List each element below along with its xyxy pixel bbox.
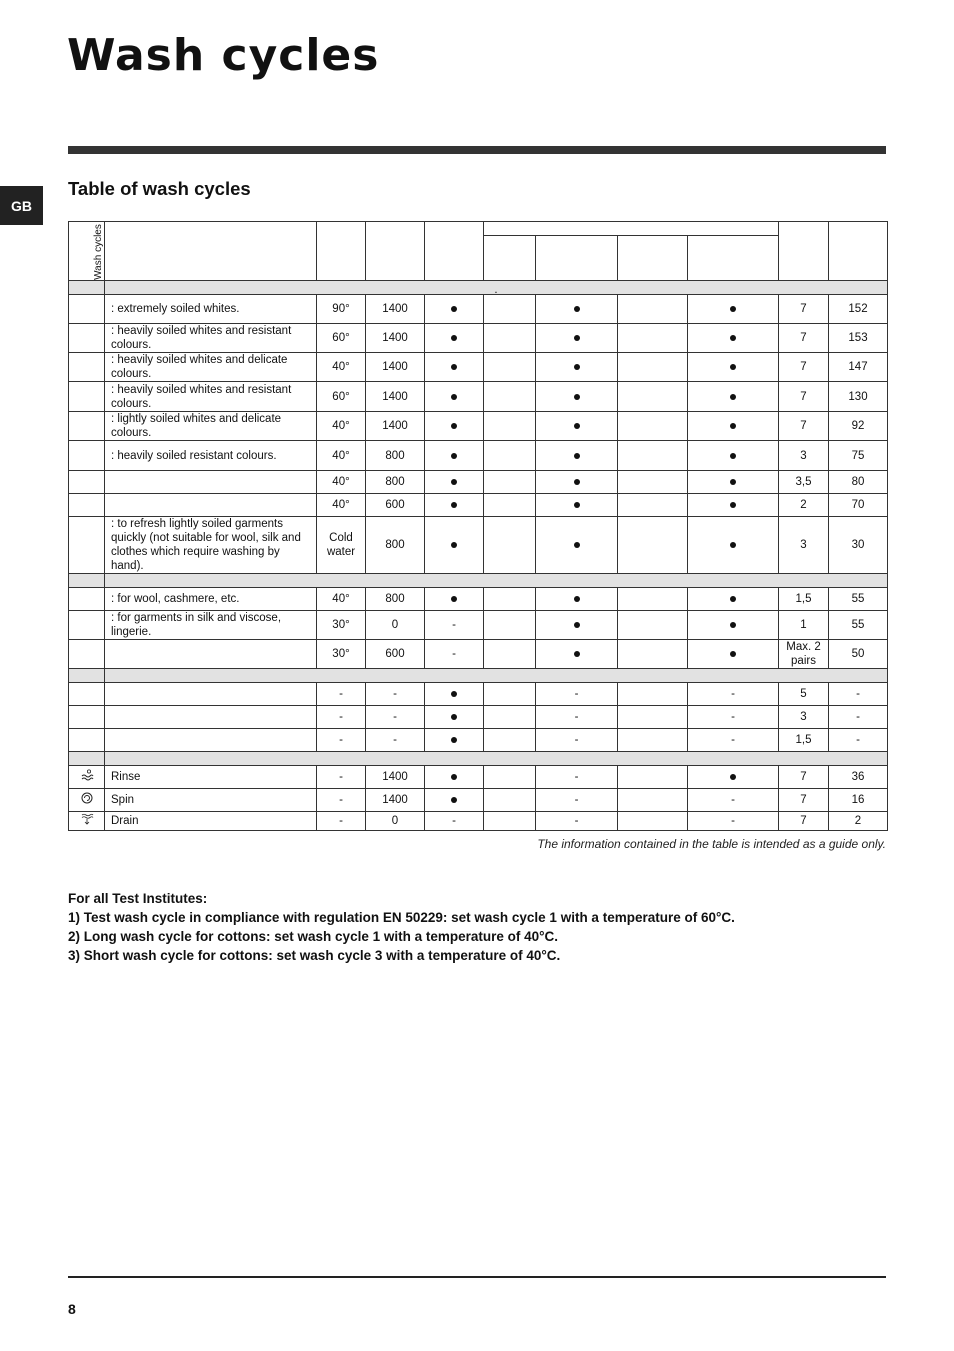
guide-note: The information contained in the table is intended as a guide only.	[537, 837, 886, 851]
cell-c4	[618, 471, 688, 494]
cell-spin: 0	[366, 812, 425, 831]
cell-load: 7	[779, 295, 829, 324]
header-wash-cycles	[69, 222, 105, 281]
cell-temp: 40°	[317, 588, 366, 611]
bullet-icon	[574, 622, 580, 628]
cell-c4	[618, 766, 688, 789]
dot-mark	[536, 353, 618, 382]
cycle-number-cell	[69, 683, 105, 706]
header-cell	[829, 222, 888, 281]
cycle-description: : heavily soiled whites and delicate colours.	[105, 353, 317, 382]
cell-spin: -	[366, 683, 425, 706]
cell-time: 55	[829, 588, 888, 611]
cell-spin: 1400	[366, 295, 425, 324]
cell-c5: -	[688, 706, 779, 729]
dot-mark	[425, 494, 484, 517]
cycle-description	[105, 471, 317, 494]
bullet-icon	[451, 774, 457, 780]
footer-divider	[68, 1276, 886, 1278]
cell-temp: 60°	[317, 382, 366, 412]
cell-time: 152	[829, 295, 888, 324]
cycle-number-cell	[69, 611, 105, 640]
dot-mark	[425, 471, 484, 494]
cell-spin: -	[366, 706, 425, 729]
cell-c4	[618, 441, 688, 471]
table-header-top	[69, 222, 888, 236]
cell-temp: 40°	[317, 412, 366, 441]
dot-mark	[536, 295, 618, 324]
cell-time: -	[829, 706, 888, 729]
cycle-description: : heavily soiled whites and resistant colours.	[105, 324, 317, 353]
cell-c1: -	[425, 812, 484, 831]
cell-time: 55	[829, 611, 888, 640]
cell-c4	[618, 812, 688, 831]
cycle-number-cell	[69, 588, 105, 611]
bullet-icon	[730, 596, 736, 602]
bullet-icon	[730, 394, 736, 400]
section-header-row	[69, 752, 888, 766]
table-row	[69, 640, 888, 669]
header-group-cell	[484, 222, 779, 236]
header-wash-cycles-label: Wash cycles	[92, 223, 104, 280]
cell-time: 16	[829, 789, 888, 812]
cycle-number-cell	[69, 729, 105, 752]
dot-mark	[425, 382, 484, 412]
cycle-description: : for wool, cashmere, etc.	[105, 588, 317, 611]
cell-c4	[618, 611, 688, 640]
header-sub-cell	[484, 236, 536, 281]
cell-c2	[484, 611, 536, 640]
table-row	[69, 353, 888, 382]
cell-c3: -	[536, 729, 618, 752]
bullet-icon	[574, 651, 580, 657]
cell-c2	[484, 295, 536, 324]
cell-time: 70	[829, 494, 888, 517]
header-sub-cell	[536, 236, 618, 281]
cell-spin: 1400	[366, 324, 425, 353]
drain-icon	[69, 812, 105, 831]
dot-mark	[688, 494, 779, 517]
bullet-icon	[730, 542, 736, 548]
cycle-number-cell	[69, 295, 105, 324]
cell-c4	[618, 706, 688, 729]
spin-icon	[69, 789, 105, 812]
dot-mark	[536, 640, 618, 669]
cycle-description: : for garments in silk and viscose, lingerie.	[105, 611, 317, 640]
bullet-icon	[451, 596, 457, 602]
cell-time: 36	[829, 766, 888, 789]
section-header-cell	[69, 281, 105, 295]
test-institutes-heading: For all Test Institutes:	[68, 891, 208, 906]
cell-spin: 800	[366, 517, 425, 574]
dot-mark	[688, 471, 779, 494]
table-row	[69, 706, 888, 729]
cell-load: 3	[779, 441, 829, 471]
cell-c5: -	[688, 812, 779, 831]
table-row	[69, 766, 888, 789]
dot-mark	[536, 494, 618, 517]
bullet-icon	[730, 622, 736, 628]
cycle-description: : heavily soiled resistant colours.	[105, 441, 317, 471]
table-row	[69, 382, 888, 412]
cell-c2	[484, 324, 536, 353]
bullet-icon	[574, 542, 580, 548]
cell-c2	[484, 382, 536, 412]
cycle-description	[105, 729, 317, 752]
cell-load: 3	[779, 517, 829, 574]
bullet-icon	[451, 502, 457, 508]
cell-temp: -	[317, 683, 366, 706]
cell-load: 7	[779, 382, 829, 412]
section-label	[105, 669, 888, 683]
page-number: 8	[68, 1301, 76, 1317]
bullet-icon	[730, 479, 736, 485]
section-header-cell	[69, 574, 105, 588]
section-header-cell	[69, 669, 105, 683]
bullet-icon	[574, 596, 580, 602]
bullet-icon	[730, 502, 736, 508]
dot-mark	[536, 382, 618, 412]
bullet-icon	[451, 364, 457, 370]
section-label	[105, 752, 888, 766]
dot-mark	[688, 766, 779, 789]
dot-mark	[688, 640, 779, 669]
dot-mark	[425, 766, 484, 789]
bullet-icon	[730, 306, 736, 312]
cell-temp: Cold water	[317, 517, 366, 574]
cell-c3: -	[536, 766, 618, 789]
cycle-number-cell	[69, 324, 105, 353]
dot-mark	[688, 295, 779, 324]
dot-mark	[425, 683, 484, 706]
cycle-description: Drain	[105, 812, 317, 831]
cell-temp: -	[317, 729, 366, 752]
dot-mark	[536, 611, 618, 640]
header-cell	[317, 222, 366, 281]
bullet-icon	[451, 797, 457, 803]
cell-c5: -	[688, 683, 779, 706]
cell-c5: -	[688, 789, 779, 812]
dot-mark	[536, 412, 618, 441]
cell-temp: 30°	[317, 640, 366, 669]
dot-mark	[425, 706, 484, 729]
table-title: Table of wash cycles	[68, 178, 251, 199]
title-divider	[68, 146, 886, 154]
dot-mark	[425, 588, 484, 611]
cell-temp: 40°	[317, 353, 366, 382]
cycle-description: : heavily soiled whites and resistant colours.	[105, 382, 317, 412]
bullet-icon	[574, 479, 580, 485]
section-header-cell	[69, 752, 105, 766]
dot-mark	[425, 789, 484, 812]
table-row	[69, 517, 888, 574]
cell-c3: -	[536, 683, 618, 706]
bullet-icon	[574, 335, 580, 341]
dot-mark	[688, 611, 779, 640]
bullet-icon	[574, 306, 580, 312]
cell-c2	[484, 706, 536, 729]
cycle-number-cell	[69, 471, 105, 494]
header-sub-cell	[688, 236, 779, 281]
dot-mark	[425, 517, 484, 574]
dot-mark	[688, 382, 779, 412]
cell-c2	[484, 766, 536, 789]
dot-mark	[688, 517, 779, 574]
bullet-icon	[730, 423, 736, 429]
cell-c3: -	[536, 789, 618, 812]
language-tab: GB	[0, 186, 43, 225]
cell-c3: -	[536, 812, 618, 831]
cell-load: 1,5	[779, 729, 829, 752]
cell-load: 1	[779, 611, 829, 640]
dot-mark	[536, 471, 618, 494]
dot-mark	[536, 517, 618, 574]
cell-spin: 800	[366, 441, 425, 471]
cycle-description: : lightly soiled whites and delicate colours.	[105, 412, 317, 441]
cell-c2	[484, 471, 536, 494]
cell-spin: -	[366, 729, 425, 752]
cycle-number-cell	[69, 517, 105, 574]
cell-c2	[484, 729, 536, 752]
cell-load: Max. 2 pairs	[779, 640, 829, 669]
dot-mark	[688, 412, 779, 441]
cell-load: 7	[779, 353, 829, 382]
cell-c4	[618, 683, 688, 706]
cell-c5: -	[688, 729, 779, 752]
cell-time: -	[829, 729, 888, 752]
dot-mark	[425, 353, 484, 382]
cycle-description	[105, 640, 317, 669]
header-cell	[779, 222, 829, 281]
cell-c2	[484, 683, 536, 706]
cell-load: 7	[779, 766, 829, 789]
bullet-icon	[730, 364, 736, 370]
cell-c4	[618, 729, 688, 752]
cycle-number-cell	[69, 640, 105, 669]
dot-mark	[688, 324, 779, 353]
cycle-number-cell	[69, 494, 105, 517]
cell-c4	[618, 295, 688, 324]
table-row	[69, 611, 888, 640]
dot-mark	[425, 324, 484, 353]
cycle-description: Rinse	[105, 766, 317, 789]
cell-load: 7	[779, 412, 829, 441]
cell-temp: -	[317, 766, 366, 789]
dot-mark	[425, 412, 484, 441]
table-row	[69, 729, 888, 752]
cell-c2	[484, 441, 536, 471]
bullet-icon	[730, 651, 736, 657]
cell-c2	[484, 789, 536, 812]
table-row	[69, 295, 888, 324]
dot-mark	[536, 441, 618, 471]
cell-c4	[618, 382, 688, 412]
bullet-icon	[451, 737, 457, 743]
header-cell	[105, 222, 317, 281]
cell-time: 80	[829, 471, 888, 494]
cycle-number-cell	[69, 441, 105, 471]
dot-mark	[536, 588, 618, 611]
cell-load: 7	[779, 789, 829, 812]
cell-spin: 800	[366, 588, 425, 611]
dot-mark	[425, 295, 484, 324]
cycle-description	[105, 706, 317, 729]
cell-c4	[618, 324, 688, 353]
cell-c3: -	[536, 706, 618, 729]
cell-load: 1,5	[779, 588, 829, 611]
cell-c2	[484, 588, 536, 611]
cell-temp: 60°	[317, 324, 366, 353]
cell-load: 5	[779, 683, 829, 706]
cell-load: 3,5	[779, 471, 829, 494]
cell-spin: 1400	[366, 766, 425, 789]
bullet-icon	[451, 453, 457, 459]
table-row	[69, 683, 888, 706]
table-row	[69, 324, 888, 353]
bullet-icon	[451, 479, 457, 485]
cell-temp: -	[317, 789, 366, 812]
cell-load: 2	[779, 494, 829, 517]
cell-c4	[618, 353, 688, 382]
header-sub-cell	[618, 236, 688, 281]
cell-time: 75	[829, 441, 888, 471]
bullet-icon	[574, 394, 580, 400]
bullet-icon	[574, 502, 580, 508]
bullet-icon	[451, 714, 457, 720]
table-row	[69, 412, 888, 441]
bullet-icon	[730, 453, 736, 459]
cell-temp: 40°	[317, 494, 366, 517]
cell-temp: 40°	[317, 441, 366, 471]
section-label: .	[105, 281, 888, 295]
dot-mark	[425, 441, 484, 471]
dot-mark	[536, 324, 618, 353]
page-title: Wash cycles	[67, 30, 380, 81]
cell-temp: -	[317, 706, 366, 729]
cell-time: 130	[829, 382, 888, 412]
cell-time: 2	[829, 812, 888, 831]
cell-c2	[484, 517, 536, 574]
dot-mark	[688, 441, 779, 471]
cycle-description: : to refresh lightly soiled garments quickly (not suitable for wool, silk and clothes which require washing by hand).	[105, 517, 317, 574]
cycle-description: : extremely soiled whites.	[105, 295, 317, 324]
cell-c4	[618, 517, 688, 574]
cell-temp: 40°	[317, 471, 366, 494]
rinse-icon	[69, 766, 105, 789]
header-cell	[366, 222, 425, 281]
section-header-row	[69, 669, 888, 683]
dot-mark	[425, 729, 484, 752]
bullet-icon	[730, 335, 736, 341]
cycle-number-cell	[69, 706, 105, 729]
cell-spin: 600	[366, 640, 425, 669]
cell-c4	[618, 412, 688, 441]
bullet-icon	[451, 394, 457, 400]
table-row	[69, 441, 888, 471]
table-row	[69, 471, 888, 494]
cell-c2	[484, 494, 536, 517]
cell-c2	[484, 412, 536, 441]
cycle-description	[105, 683, 317, 706]
table-row	[69, 789, 888, 812]
cell-spin: 1400	[366, 412, 425, 441]
cell-c2	[484, 640, 536, 669]
cell-time: 147	[829, 353, 888, 382]
cell-time: 50	[829, 640, 888, 669]
cell-time: 153	[829, 324, 888, 353]
cell-c1: -	[425, 611, 484, 640]
cell-temp: 90°	[317, 295, 366, 324]
table-row	[69, 588, 888, 611]
cell-c2	[484, 812, 536, 831]
cell-c1: -	[425, 640, 484, 669]
bullet-icon	[451, 306, 457, 312]
cell-spin: 0	[366, 611, 425, 640]
section-label	[105, 574, 888, 588]
bullet-icon	[451, 542, 457, 548]
cell-spin: 1400	[366, 353, 425, 382]
section-header-row	[69, 281, 888, 295]
cell-c4	[618, 494, 688, 517]
bullet-icon	[451, 691, 457, 697]
table-row	[69, 494, 888, 517]
cell-load: 7	[779, 324, 829, 353]
bullet-icon	[451, 335, 457, 341]
dot-mark	[688, 588, 779, 611]
cell-spin: 800	[366, 471, 425, 494]
cell-spin: 1400	[366, 789, 425, 812]
cell-time: -	[829, 683, 888, 706]
cycle-description	[105, 494, 317, 517]
cell-time: 92	[829, 412, 888, 441]
cell-temp: 30°	[317, 611, 366, 640]
header-cell	[425, 222, 484, 281]
cell-c4	[618, 588, 688, 611]
cell-spin: 600	[366, 494, 425, 517]
cell-c2	[484, 353, 536, 382]
cycle-number-cell	[69, 412, 105, 441]
cell-c4	[618, 789, 688, 812]
cell-load: 3	[779, 706, 829, 729]
cycle-description: Spin	[105, 789, 317, 812]
section-header-row	[69, 574, 888, 588]
bullet-icon	[451, 423, 457, 429]
cell-time: 30	[829, 517, 888, 574]
dot-mark	[688, 353, 779, 382]
bullet-icon	[574, 423, 580, 429]
table-row	[69, 812, 888, 831]
bullet-icon	[574, 364, 580, 370]
cell-load: 7	[779, 812, 829, 831]
test-institutes	[68, 889, 735, 965]
bullet-icon	[574, 453, 580, 459]
test-institutes-line: 3) Short wash cycle for cottons: set wash cycle 3 with a temperature of 40°C.	[68, 948, 561, 963]
test-institutes-line: 1) Test wash cycle in compliance with regulation EN 50229: set wash cycle 1 with a temperature of 60°C.	[68, 910, 735, 925]
cycle-number-cell	[69, 353, 105, 382]
wash-cycles-table	[68, 221, 888, 831]
cell-temp: -	[317, 812, 366, 831]
cell-spin: 1400	[366, 382, 425, 412]
cell-c4	[618, 640, 688, 669]
bullet-icon	[730, 774, 736, 780]
cycle-number-cell	[69, 382, 105, 412]
test-institutes-line: 2) Long wash cycle for cottons: set wash cycle 1 with a temperature of 40°C.	[68, 929, 559, 944]
